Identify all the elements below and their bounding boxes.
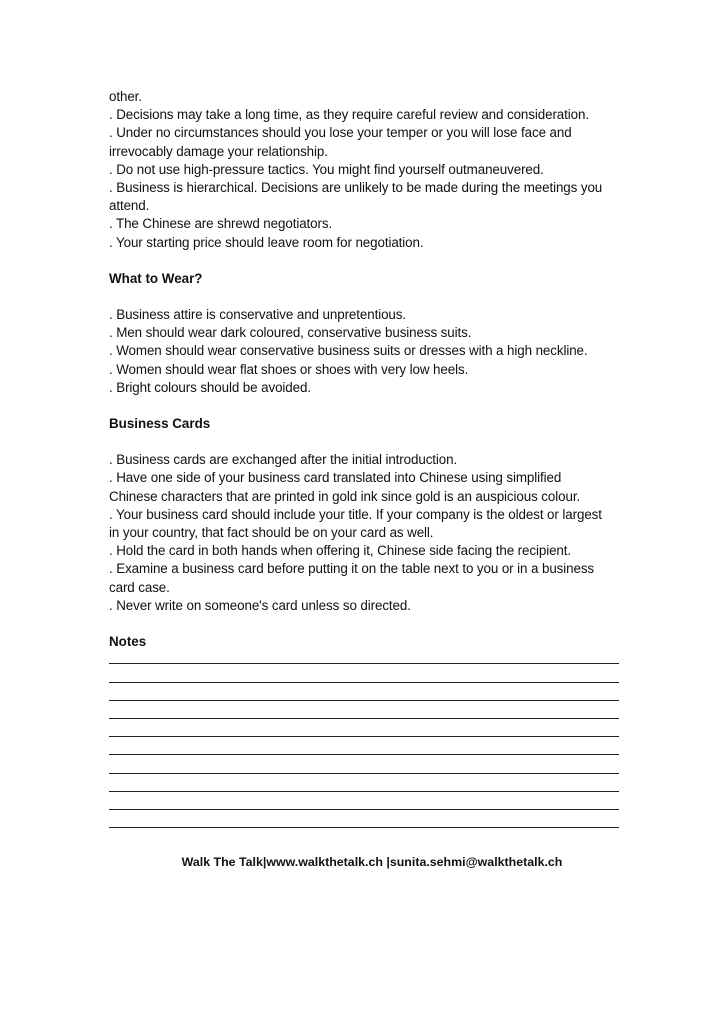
notes-rule-line [109, 706, 619, 724]
page-footer: Walk The Talk|www.walkthetalk.ch |sunita.sehmi@walkthetalk.ch [181, 855, 563, 869]
text-line: card case. [109, 579, 170, 595]
notes-rule-line [109, 651, 619, 669]
text-line: Chinese characters that are printed in gold ink since gold is an auspicious colour. [109, 488, 581, 504]
text-line: . Your business card should include your title. If your company is the oldest or largest [109, 506, 602, 522]
notes-rule-line [109, 724, 619, 742]
intro-section [109, 88, 619, 252]
text-line: . Under no circumstances should you lose your temper or you will lose face and [109, 125, 572, 141]
notes-rule-line [109, 779, 619, 797]
text-line: other. [109, 89, 142, 104]
text-line: . Women should wear flat shoes or shoes with very low heels. [109, 361, 469, 377]
text-line: . Bright colours should be avoided. [109, 379, 311, 395]
text-line: . Hold the card in both hands when offering it, Chinese side facing the recipient. [109, 543, 572, 559]
notes-heading: Notes [109, 634, 147, 650]
text-line: . Your starting price should leave room for negotiation. [109, 234, 424, 250]
business-cards-section [109, 415, 619, 615]
text-line: . Decisions may take a long time, as they require careful review and consideration. [109, 107, 589, 123]
spacer [109, 288, 619, 306]
notes-rule-line [109, 815, 619, 833]
text-line: . Examine a business card before putting it on the table next to you or in a business [109, 561, 595, 577]
spacer [109, 615, 619, 633]
notes-rule-line [109, 797, 619, 815]
text-line: . Never write on someone's card unless so directed. [109, 597, 411, 613]
spacer [109, 252, 619, 270]
what-to-wear-section [109, 270, 619, 397]
notes-rule-line [109, 760, 619, 778]
section-heading: Business Cards [109, 416, 211, 432]
text-line: irrevocably damage your relationship. [109, 143, 328, 159]
notes-rule-line [109, 669, 619, 687]
notes-lines [109, 651, 619, 833]
spacer [109, 397, 619, 415]
document-page [109, 88, 619, 833]
text-line: . Business attire is conservative and unpretentious. [109, 307, 406, 323]
text-line: attend. [109, 198, 150, 214]
notes-rule-line [109, 742, 619, 760]
text-line: . Have one side of your business card translated into Chinese using simplified [109, 470, 562, 486]
text-line: . Business cards are exchanged after the initial introduction. [109, 452, 458, 468]
text-line: . Men should wear dark coloured, conservative business suits. [109, 325, 472, 341]
text-line: . Do not use high-pressure tactics. You might find yourself outmaneuvered. [109, 161, 544, 177]
text-line: in your country, that fact should be on your card as well. [109, 525, 434, 541]
text-line: . Women should wear conservative business suits or dresses with a high neckline. [109, 343, 588, 359]
text-line: . The Chinese are shrewd negotiators. [109, 216, 333, 232]
text-line: . Business is hierarchical. Decisions are unlikely to be made during the meetings you [109, 180, 603, 196]
notes-section [109, 633, 619, 833]
notes-rule-line [109, 688, 619, 706]
section-heading: What to Wear? [109, 270, 203, 286]
spacer [109, 433, 619, 451]
